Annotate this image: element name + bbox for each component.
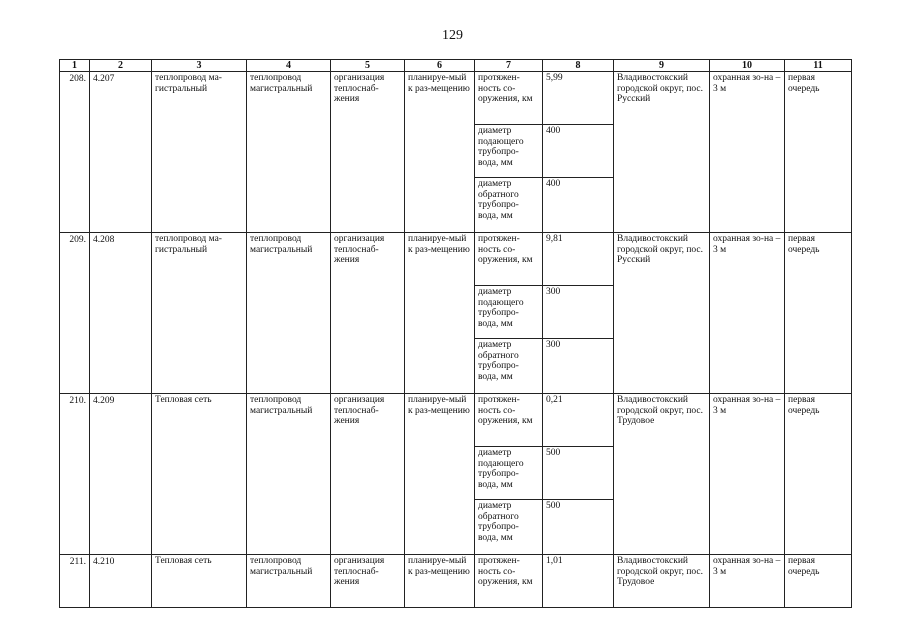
param-label: протяжен-ность со-оружения, км: [475, 72, 543, 125]
column-header: 6: [405, 60, 475, 72]
param-label: протяжен-ность со-оружения, км: [475, 233, 543, 286]
object-name: Тепловая сеть: [152, 555, 247, 608]
param-value: 300: [543, 286, 614, 339]
param-value: 500: [543, 447, 614, 500]
param-label: диаметр подающего трубопро-вода, мм: [475, 125, 543, 178]
table-row: [60, 233, 852, 286]
object-code: 4.207: [90, 72, 152, 233]
param-label: диаметр обратного трубопро-вода, мм: [475, 339, 543, 394]
object-status: планируе-мый к раз-мещению: [405, 555, 475, 608]
column-header: 4: [247, 60, 331, 72]
column-header: 11: [785, 60, 852, 72]
object-zone: охранная зо-на – 3 м: [710, 72, 785, 233]
object-organization: организация теплоснаб-жения: [331, 233, 405, 394]
object-queue: первая очередь: [785, 555, 852, 608]
column-header: 7: [475, 60, 543, 72]
column-header: 10: [710, 60, 785, 72]
object-type: теплопровод магистральный: [247, 394, 331, 555]
object-zone: охранная зо-на – 3 м: [710, 394, 785, 555]
param-value: 500: [543, 500, 614, 555]
param-value: 0,21: [543, 394, 614, 447]
param-label: диаметр подающего трубопро-вода, мм: [475, 286, 543, 339]
param-label: протяжен-ность со-оружения, км: [475, 394, 543, 447]
param-value: 5,99: [543, 72, 614, 125]
column-header: 9: [614, 60, 710, 72]
object-organization: организация теплоснаб-жения: [331, 555, 405, 608]
param-label: диаметр обратного трубопро-вода, мм: [475, 500, 543, 555]
param-value: 400: [543, 178, 614, 233]
row-number: 209.: [60, 233, 90, 394]
row-number: 211.: [60, 555, 90, 608]
param-value: 9,81: [543, 233, 614, 286]
object-queue: первая очередь: [785, 72, 852, 233]
object-status: планируе-мый к раз-мещению: [405, 233, 475, 394]
param-label: диаметр подающего трубопро-вода, мм: [475, 447, 543, 500]
object-type: теплопровод магистральный: [247, 72, 331, 233]
object-location: Владивостокский городской округ, пос. Русский: [614, 72, 710, 233]
table-header-row: [60, 60, 852, 72]
page-number: 129: [442, 28, 463, 43]
object-status: планируе-мый к раз-мещению: [405, 394, 475, 555]
column-header: 2: [90, 60, 152, 72]
object-queue: первая очередь: [785, 233, 852, 394]
row-number: 210.: [60, 394, 90, 555]
column-header: 3: [152, 60, 247, 72]
object-zone: охранная зо-на – 3 м: [710, 233, 785, 394]
object-code: 4.210: [90, 555, 152, 608]
object-name: Тепловая сеть: [152, 394, 247, 555]
table-row: [60, 72, 852, 125]
object-type: теплопровод магистральный: [247, 555, 331, 608]
object-location: Владивостокский городской округ, пос. Трудовое: [614, 555, 710, 608]
param-label: протяжен-ность со-оружения, км: [475, 555, 543, 608]
object-location: Владивостокский городской округ, пос. Трудовое: [614, 394, 710, 555]
object-code: 4.209: [90, 394, 152, 555]
object-name: теплопровод ма-гистральный: [152, 233, 247, 394]
object-location: Владивостокский городской округ, пос. Русский: [614, 233, 710, 394]
param-value: 300: [543, 339, 614, 394]
object-zone: охранная зо-на – 3 м: [710, 555, 785, 608]
object-name: теплопровод ма-гистральный: [152, 72, 247, 233]
column-header: 1: [60, 60, 90, 72]
object-code: 4.208: [90, 233, 152, 394]
object-type: теплопровод магистральный: [247, 233, 331, 394]
table-row: [60, 555, 852, 608]
table-row: [60, 394, 852, 447]
param-value: 1,01: [543, 555, 614, 608]
object-queue: первая очередь: [785, 394, 852, 555]
param-value: 400: [543, 125, 614, 178]
column-header: 8: [543, 60, 614, 72]
param-label: диаметр обратного трубопро-вода, мм: [475, 178, 543, 233]
object-organization: организация теплоснаб-жения: [331, 394, 405, 555]
column-header: 5: [331, 60, 405, 72]
row-number: 208.: [60, 72, 90, 233]
object-organization: организация теплоснаб-жения: [331, 72, 405, 233]
object-status: планируе-мый к раз-мещению: [405, 72, 475, 233]
objects-table: [59, 59, 852, 608]
